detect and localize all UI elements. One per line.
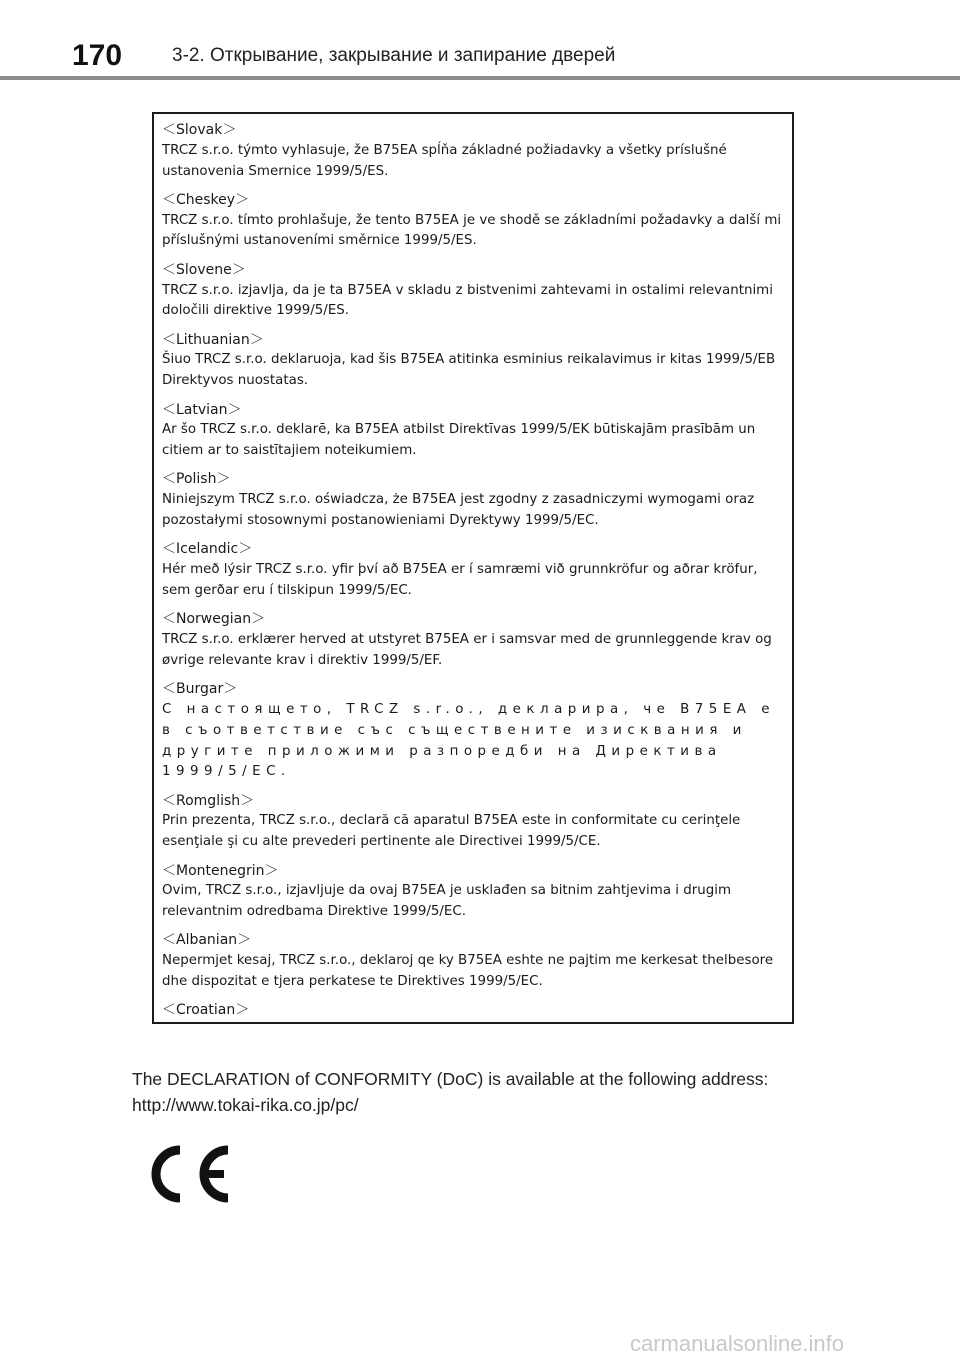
language-label: ＜Montenegrin＞ — [162, 862, 279, 879]
language-label: ＜Icelandic＞ — [162, 541, 253, 558]
declaration-text: Prin prezenta, TRCZ s.r.o., declară că aparatul B75EA este in conformitate cu cerinţele esenţiale şi cu alte prevederi pertinente ale Directivei 1999/5/CE. — [162, 813, 741, 850]
declaration-montenegrin — [162, 861, 784, 923]
declaration-text: Ovim, TRCZ s.r.o., izjavljuje da ovaj B75EA je usklađen sa bitnim zahtjevima i drugim relevantnim odredbama Direktive 1999/5/EC. — [162, 883, 732, 920]
language-label: ＜Slovak＞ — [162, 122, 237, 138]
doc-url-link[interactable]: http://www.tokai-rika.co.jp/pc/ — [132, 1095, 359, 1115]
declaration-burgar — [162, 679, 784, 783]
language-label: ＜Norwegian＞ — [162, 611, 266, 628]
language-label: ＜Lithuanian＞ — [162, 331, 264, 348]
declaration-lithuanian — [162, 330, 784, 392]
declaration-text: TRCZ s.r.o. tímto prohlašuje, že tento B75EA je ve shodě se základními požadavky a další mi příslušnými ustanoveními směrnice 1999/5/ES. — [162, 212, 782, 249]
declaration-text: Niniejszym TRCZ s.r.o. oświadcza, że B75EA jest zgodny z zasadniczymi wymogami oraz pozostałymi stosownymi postanowieniami Dyrektywy 1999/5/EC. — [162, 492, 755, 529]
declaration-albanian — [162, 930, 784, 992]
header-rule — [0, 76, 960, 80]
declaration-cheskey — [162, 190, 784, 252]
language-label: ＜Polish＞ — [162, 471, 231, 488]
declaration-romglish — [162, 791, 784, 853]
declaration-text: TRCZ s.r.o. izjavlja, da je ta B75EA v skladu z bistvenimi zahtevami in ostalimi relevantnimi določili direktive 1999/5/ES. — [162, 282, 773, 319]
doc-availability-note — [132, 1066, 832, 1118]
section-title: 3-2. Открывание, закрывание и запирание дверей — [172, 45, 616, 66]
page-number: 170 — [72, 39, 123, 72]
declaration-text: Šiuo TRCZ s.r.o. deklaruoja, kad šis B75EA atitinka esminius reikalavimus ir kitas 1999/5/EB Direktyvos nuostatas. — [162, 352, 776, 389]
declaration-croatian — [162, 1000, 784, 1024]
declaration-latvian — [162, 400, 784, 462]
language-label: ＜Slovene＞ — [162, 261, 246, 278]
watermark: carmanualsonline.info — [630, 1331, 845, 1356]
declaration-text: С настоящето, TRCZ s.r.o., декларира, че B75EA е в съответствие със съществените изисквания и другите приложими разпоредби на Директива 1999/5/ЕС. — [162, 701, 775, 780]
language-label: ＜Latvian＞ — [162, 401, 242, 418]
doc-availability-line: The DECLARATION of CONFORMITY (DoC) is available at the following address: — [132, 1069, 769, 1089]
declarations-box — [152, 112, 794, 1024]
declaration-text: Hér með lýsir TRCZ s.r.o. yfir því að B75EA er í samræmi við grunnkröfur og aðrar kröfur, sem gerðar eru í tilskipun 1999/5/EC. — [162, 562, 758, 598]
language-label: ＜Romglish＞ — [162, 792, 255, 809]
language-label: ＜Croatian＞ — [162, 1002, 250, 1019]
declaration-slovak — [162, 120, 784, 182]
declaration-text: Nepermjet kesaj, TRCZ s.r.o., deklaroj qe ky B75EA eshte ne pajtim me kerkesat thelbesore dhe dispozitat e tjera perkatese te Direktives 1999/5/EC. — [162, 953, 774, 989]
declaration-polish — [162, 469, 784, 531]
language-label: ＜Albanian＞ — [162, 932, 252, 949]
declaration-norwegian — [162, 609, 784, 671]
ce-mark-icon — [138, 1138, 234, 1210]
declaration-slovene — [162, 260, 784, 322]
declaration-text: Ar šo TRCZ s.r.o. deklarē, ka B75EA atbilst Direktīvas 1999/5/EK būtiskajām prasībām un citiem ar to saistītajiem noteikumiem. — [162, 422, 756, 459]
declaration-icelandic — [162, 539, 784, 601]
language-label: ＜Burgar＞ — [162, 681, 238, 698]
language-label: ＜Cheskey＞ — [162, 191, 250, 208]
page-header — [0, 0, 960, 80]
declaration-text — [162, 1021, 784, 1024]
declaration-text: TRCZ s.r.o. týmto vyhlasuje, že B75EA spĺňa základné požiadavky a všetky príslušné ustanovenia Smernice 1999/5/ES. — [162, 142, 727, 179]
declaration-text: TRCZ s.r.o. erklærer herved at utstyret B75EA er i samsvar med de grunnleggende krav og øvrige relevante krav i direktiv 1999/5/EF. — [162, 632, 772, 668]
